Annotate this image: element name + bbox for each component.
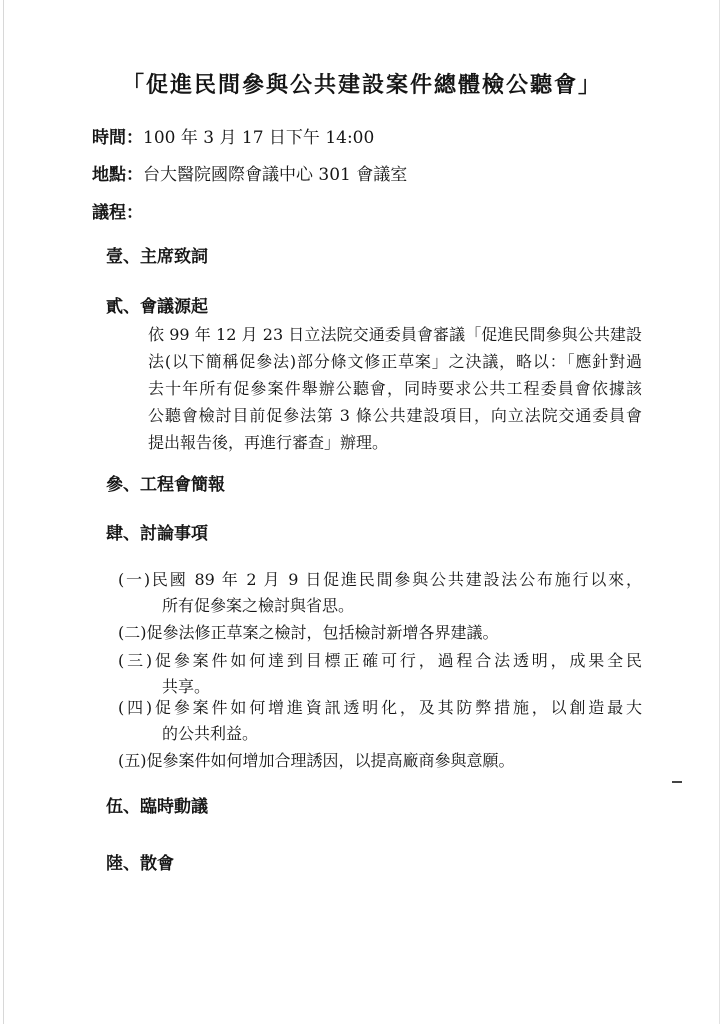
discussion-item-2: (二)促參法修正草案之檢討，包括檢討新增各界建議。 [118,623,499,642]
discussion-item-3-cont: 共享。 [162,677,211,696]
origin-paragraph-line: 法(以下簡稱促參法)部分條文修正草案」之決議，略以：「應針對過 [148,352,642,371]
discussion-item-5: (五)促參案件如何增加合理誘因，以提高廠商參與意願。 [118,751,515,770]
agenda-label: 議程： [92,203,143,223]
discussion-item-1: (一)民國 89 年 2 月 9 日促進民間參與公共建設法公布施行以來， [118,570,642,589]
section-adjournment: 陸、散會 [106,854,174,874]
discussion-item-3: (三)促參案件如何達到目標正確可行，過程合法透明，成果全民 [118,651,642,670]
discussion-item-1-cont: 所有促參案之檢討與省思。 [162,596,355,615]
section-meeting-origin: 貳、會議源起 [106,297,208,317]
scan-edge-right [719,0,720,1024]
document-title: 「促進民間參與公共建設案件總體檢公聽會」 [121,72,602,98]
discussion-item-4-cont: 的公共利益。 [162,724,259,743]
time-value: 100 年 3 月 17 日下午 14:00 [143,128,375,148]
section-discussion: 肆、討論事項 [106,524,208,544]
place-label: 地點： [92,165,143,185]
scan-mark [672,781,682,783]
place-value: 台大醫院國際會議中心 301 會議室 [143,165,408,185]
origin-paragraph-line: 公聽會檢討目前促參法第 3 條公共建設項目，向立法院交通委員會 [148,406,642,425]
section-briefing: 參、工程會簡報 [106,475,225,495]
section-opening-remarks: 壹、主席致詞 [106,247,208,267]
time-label: 時間： [92,128,143,148]
meeting-time [92,123,374,148]
discussion-item-4: (四)促參案件如何增進資訊透明化，及其防弊措施，以創造最大 [118,698,642,717]
origin-paragraph-line: 依 99 年 12 月 23 日立法院交通委員會審議「促進民間參與公共建設 [148,325,642,344]
origin-paragraph-line: 提出報告後，再進行審查」辦理。 [148,433,389,452]
origin-paragraph-line: 去十年所有促參案件舉辦公聽會，同時要求公共工程委員會依據該 [148,379,642,398]
meeting-place [92,160,407,185]
scan-edge-left [3,0,4,1024]
section-extempore-motions: 伍、臨時動議 [106,797,208,817]
